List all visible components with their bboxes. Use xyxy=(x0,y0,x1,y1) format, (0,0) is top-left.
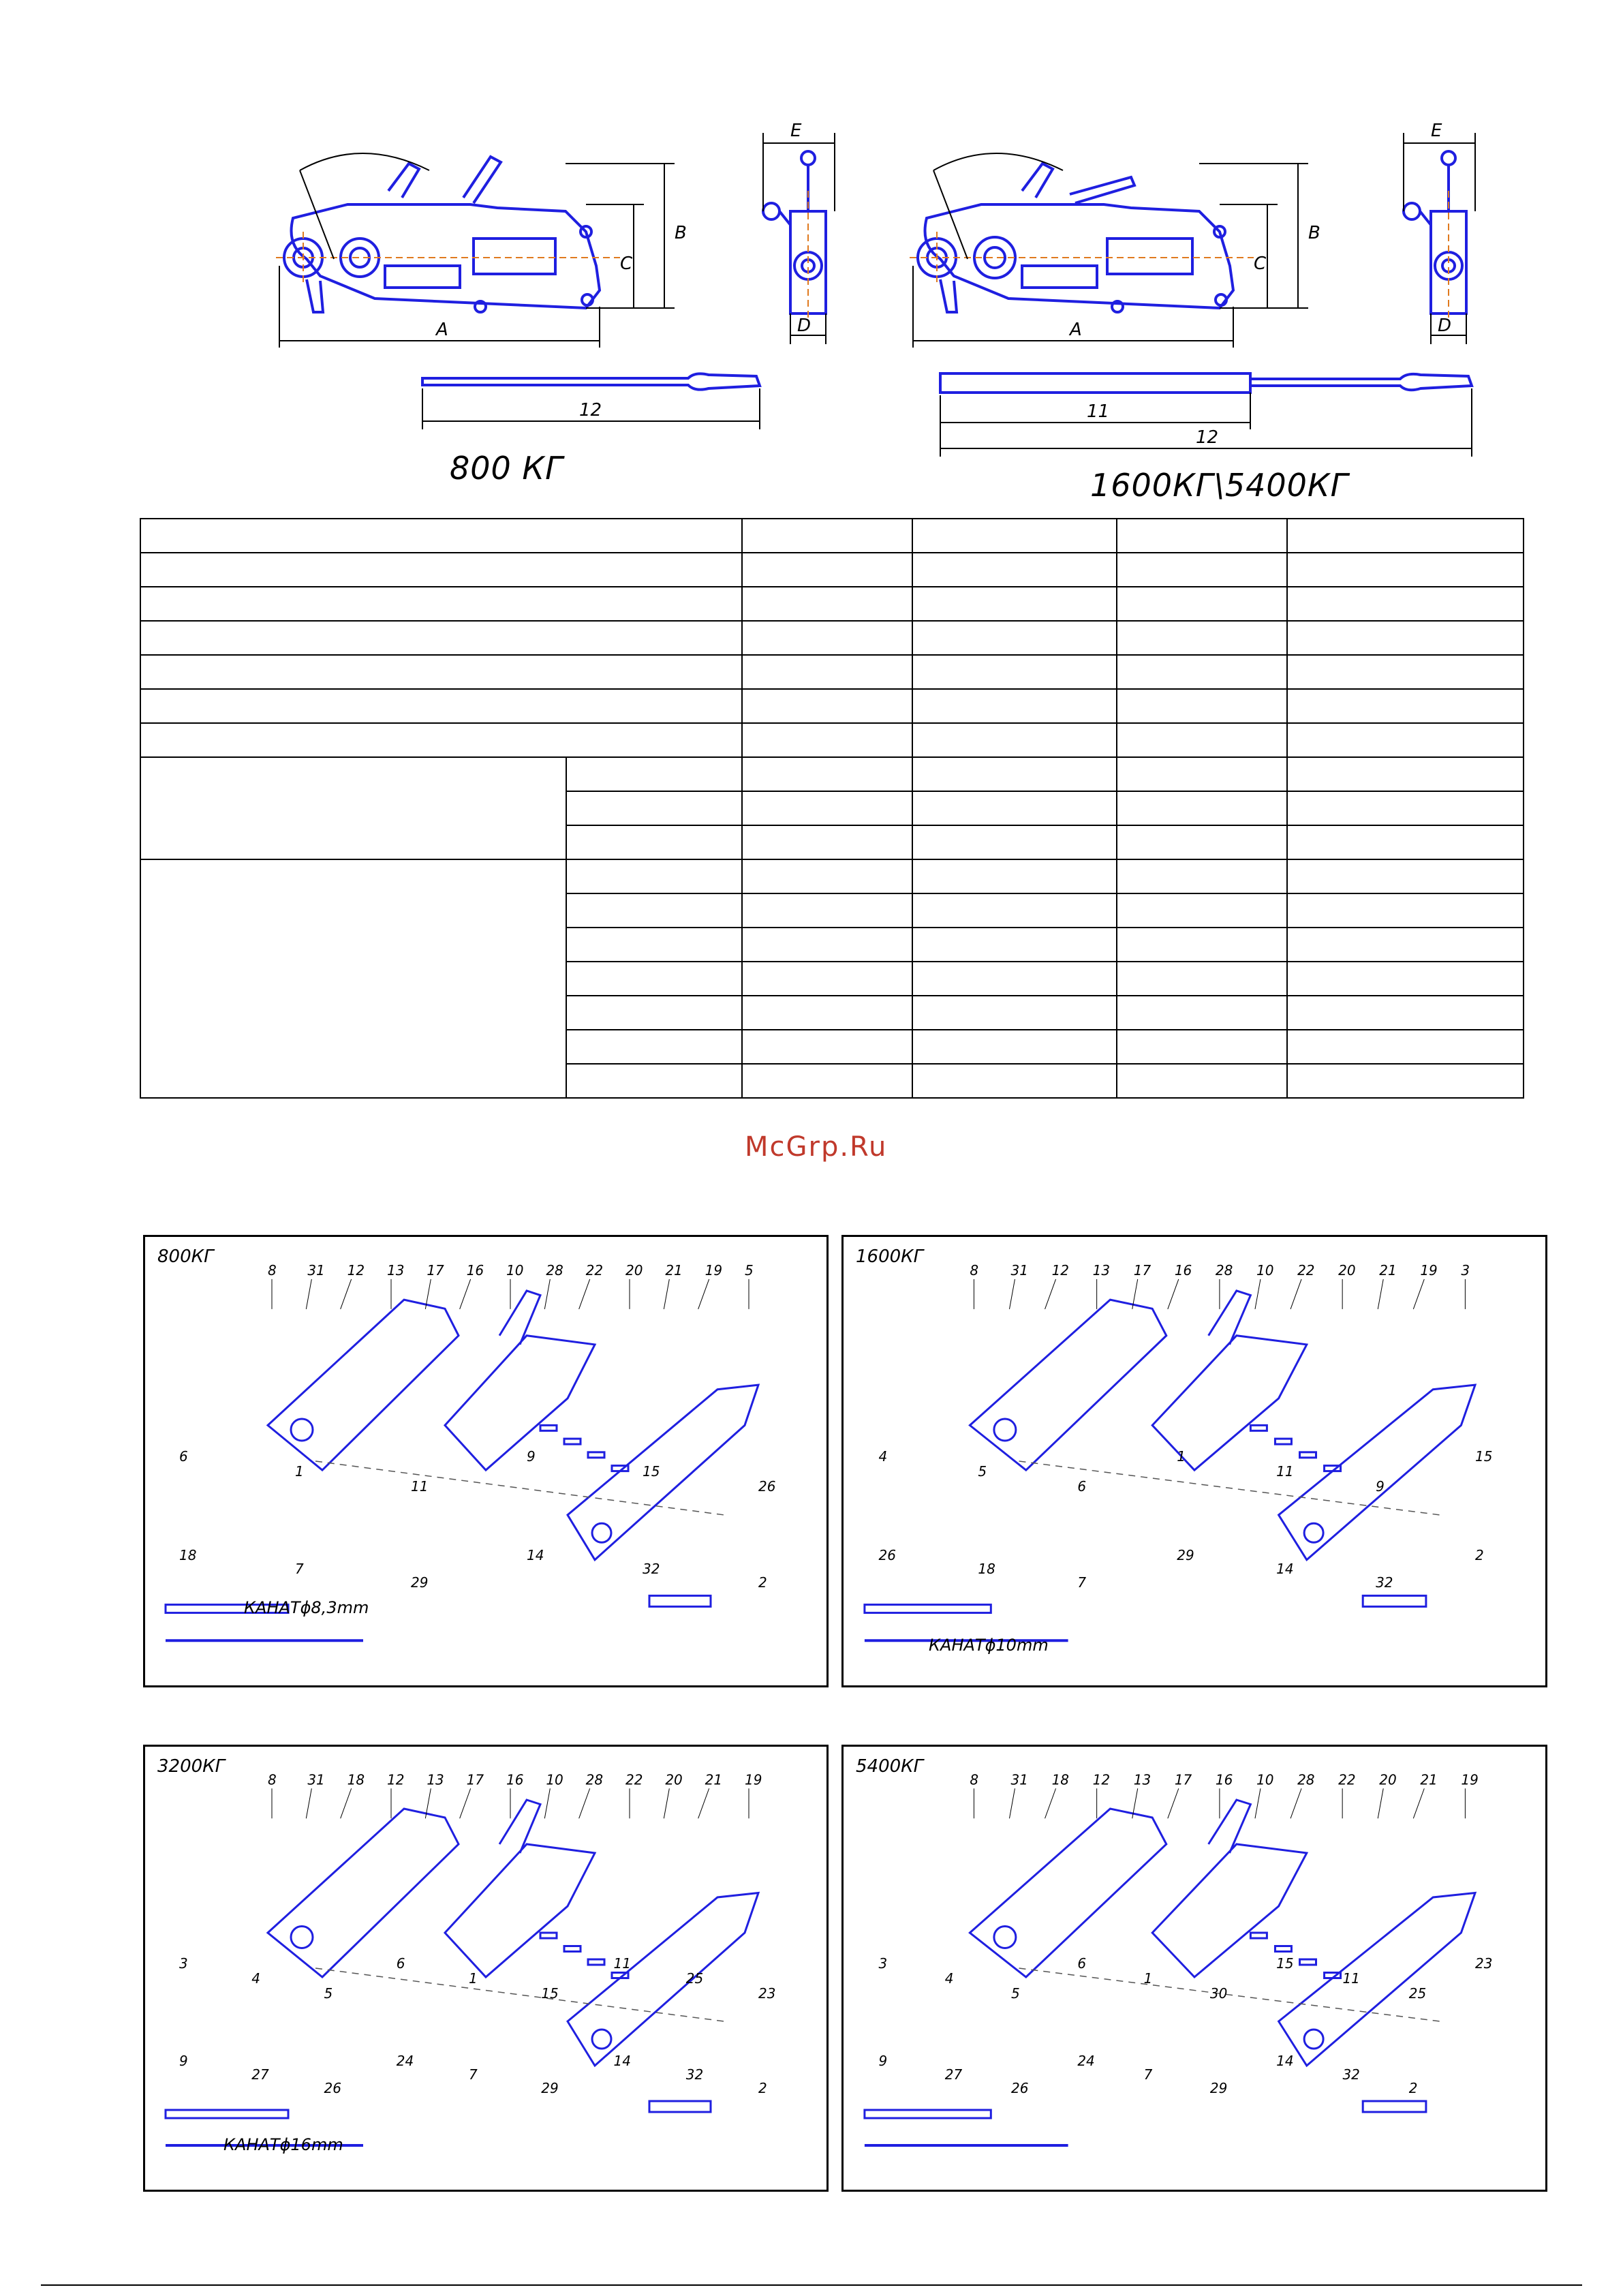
side-plate-right xyxy=(1279,1893,1475,2066)
callout-label: 24 xyxy=(396,2053,414,2069)
pin xyxy=(1275,1439,1291,1444)
drawing-1600-side-view xyxy=(899,129,1322,361)
callout-label: 13 xyxy=(1092,1261,1111,1279)
callout-label: 8 xyxy=(970,1261,979,1279)
exploded-view-800 xyxy=(145,1237,826,1685)
table-row xyxy=(140,689,1524,723)
watermark-text: McGrp.Ru xyxy=(745,1131,888,1163)
callout-label: 3 xyxy=(1461,1261,1470,1279)
callout-label: 5 xyxy=(1011,1985,1020,2002)
leader-line xyxy=(1045,1279,1056,1309)
callout-label: 10 xyxy=(546,1771,563,1788)
pin xyxy=(612,1466,628,1471)
callout-label: 2 xyxy=(758,1574,767,1591)
dim-a-label: A xyxy=(1070,320,1082,340)
callout-label: 15 xyxy=(541,1985,559,2002)
callout-label: 27 xyxy=(944,2066,963,2083)
leader-line xyxy=(1009,1279,1015,1309)
dim-11-label: 11 xyxy=(1087,401,1110,422)
callout-label: 6 xyxy=(396,1955,405,1972)
callout-label: 23 xyxy=(1475,1955,1493,1972)
leader-line xyxy=(306,1279,311,1309)
callout-label: 6 xyxy=(179,1448,188,1465)
callout-label: 4 xyxy=(944,1970,954,1987)
side-plate-left xyxy=(268,1300,459,1470)
drawing-800-front-view xyxy=(756,116,859,348)
callout-label: 8 xyxy=(268,1261,277,1279)
dim-c-label: C xyxy=(1254,254,1267,274)
callout-label: 31 xyxy=(1010,1261,1028,1279)
drawing-800-side-view xyxy=(266,129,688,361)
side-plate-left xyxy=(970,1300,1166,1470)
callout-label: 14 xyxy=(527,1546,544,1563)
callout-label: 11 xyxy=(411,1478,429,1495)
callout-label: 9 xyxy=(1376,1478,1385,1495)
leader-line xyxy=(1255,1788,1261,1818)
table-row xyxy=(140,655,1524,689)
drum-hole xyxy=(592,1523,611,1542)
exploded-view-3200 xyxy=(145,1747,826,2190)
leader-line xyxy=(1413,1788,1424,1818)
callout-label: 21 xyxy=(1379,1261,1397,1279)
callout-label: 7 xyxy=(1077,1574,1087,1591)
leader-line xyxy=(664,1279,669,1309)
callout-label: 6 xyxy=(1077,1955,1087,1972)
callout-label: 11 xyxy=(613,1955,631,1972)
callout-label: 20 xyxy=(665,1771,683,1788)
rope-label: КАНАТϕ10mm xyxy=(929,1636,1049,1655)
callout-label: 15 xyxy=(1475,1448,1493,1465)
callout-label: 17 xyxy=(427,1261,444,1279)
callout-label: 16 xyxy=(466,1261,484,1279)
callout-label: 29 xyxy=(541,2080,559,2096)
table-row xyxy=(140,519,1524,553)
callout-label: 29 xyxy=(1177,1546,1194,1563)
callout-label: 6 xyxy=(1077,1478,1087,1495)
leader-line xyxy=(1378,1279,1383,1309)
dim-a-label: A xyxy=(436,320,448,340)
callout-label: 22 xyxy=(1338,1771,1356,1788)
callout-label: 32 xyxy=(1376,1574,1393,1591)
callout-label: 28 xyxy=(1215,1261,1233,1279)
callout-label: 22 xyxy=(585,1261,604,1279)
pin xyxy=(1275,1946,1291,1952)
leader-line xyxy=(306,1788,311,1818)
table-row xyxy=(140,621,1524,655)
callout-label: 26 xyxy=(878,1546,896,1563)
shackle-pin xyxy=(649,2101,711,2112)
callout-label: 18 xyxy=(978,1560,995,1577)
drawing-1600-handle xyxy=(937,368,1482,463)
leader-line xyxy=(1168,1279,1179,1309)
drum-hole xyxy=(1304,1523,1323,1542)
callout-label: 5 xyxy=(324,1985,333,2002)
dim-b-label: B xyxy=(1308,223,1320,243)
leader-line xyxy=(460,1788,471,1818)
dim-b-label: B xyxy=(675,223,687,243)
callout-label: 15 xyxy=(643,1463,660,1480)
callout-label: 27 xyxy=(251,2066,269,2083)
callout-label: 19 xyxy=(1461,1771,1479,1788)
drum-gear xyxy=(291,1927,313,1948)
callout-label: 12 xyxy=(1092,1771,1111,1788)
callout-label: 13 xyxy=(387,1261,405,1279)
callout-label: 2 xyxy=(1408,2080,1418,2096)
specification-table xyxy=(140,518,1524,1099)
callout-label: 8 xyxy=(970,1771,979,1788)
drum-hole xyxy=(592,2030,611,2049)
dim-c-label: C xyxy=(620,254,633,274)
callout-label: 20 xyxy=(1338,1261,1356,1279)
callout-label: 19 xyxy=(1420,1261,1438,1279)
callout-label: 20 xyxy=(625,1261,643,1279)
table-row xyxy=(140,859,1524,893)
rope-label: КАНАТϕ16mm xyxy=(223,2135,343,2154)
handle-part xyxy=(166,2110,288,2118)
rope-label: КАНАТϕ8,3mm xyxy=(244,1598,369,1617)
drawing-1600-front-view xyxy=(1397,116,1499,348)
assembly-axis xyxy=(1019,1968,1440,2021)
callout-label: 1 xyxy=(469,1970,478,1987)
leader-line xyxy=(544,1788,550,1818)
callout-label: 1 xyxy=(1177,1448,1186,1465)
callout-label: 10 xyxy=(506,1261,524,1279)
jaw-mechanism xyxy=(445,1844,595,1977)
pin xyxy=(1250,1933,1267,1938)
callout-label: 16 xyxy=(506,1771,524,1788)
callout-label: 1 xyxy=(295,1463,304,1480)
callout-label: 7 xyxy=(295,1560,304,1577)
pin xyxy=(612,1973,628,1978)
callout-label: 25 xyxy=(1408,1985,1427,2002)
callout-label: 21 xyxy=(665,1261,683,1279)
callout-label: 26 xyxy=(758,1478,776,1495)
callout-label: 4 xyxy=(251,1970,260,1987)
heading-1600-5400-kg: 1600КГ\5400КГ xyxy=(1090,467,1349,504)
side-plate-right xyxy=(568,1893,758,2066)
callout-label: 32 xyxy=(685,2066,704,2083)
callout-label: 7 xyxy=(469,2066,478,2083)
callout-label: 17 xyxy=(1133,1261,1151,1279)
panel-1600kg xyxy=(841,1235,1547,1687)
callout-label: 11 xyxy=(1276,1463,1294,1480)
drum-hole xyxy=(1304,2030,1323,2049)
leader-line xyxy=(341,1788,352,1818)
pin xyxy=(588,1959,604,1965)
callout-label: 4 xyxy=(878,1448,888,1465)
callout-label: 9 xyxy=(527,1448,536,1465)
callout-label: 18 xyxy=(179,1546,197,1563)
leader-line xyxy=(579,1788,590,1818)
leader-line xyxy=(1413,1279,1424,1309)
leader-line xyxy=(698,1788,709,1818)
pin xyxy=(540,1933,557,1938)
leader-line xyxy=(579,1279,590,1309)
callout-label: 13 xyxy=(1133,1771,1151,1788)
callout-label: 5 xyxy=(978,1463,987,1480)
callout-label: 12 xyxy=(1051,1261,1070,1279)
side-plate-right xyxy=(1279,1385,1475,1560)
callout-label: 8 xyxy=(268,1771,277,1788)
panel-5400kg xyxy=(841,1745,1547,2192)
callout-label: 26 xyxy=(324,2080,341,2096)
dim-d-label: D xyxy=(797,316,812,336)
callout-label: 28 xyxy=(585,1771,604,1788)
callout-label: 3 xyxy=(878,1955,888,1972)
pin xyxy=(1300,1959,1316,1965)
callout-label: 26 xyxy=(1011,2080,1029,2096)
callout-label: 1 xyxy=(1143,1970,1153,1987)
exploded-view-1600 xyxy=(844,1237,1545,1685)
callout-label: 29 xyxy=(1209,2080,1228,2096)
shackle-pin xyxy=(1363,2101,1426,2112)
leader-line xyxy=(664,1788,669,1818)
callout-label: 14 xyxy=(1276,1560,1294,1577)
callout-label: 29 xyxy=(411,1574,429,1591)
side-plate-left xyxy=(268,1809,459,1977)
callout-label: 17 xyxy=(1174,1771,1192,1788)
callout-label: 15 xyxy=(1276,1955,1294,1972)
shackle-pin xyxy=(1363,1595,1426,1606)
callout-label: 12 xyxy=(387,1771,405,1788)
dim-12-label: 12 xyxy=(579,400,602,420)
pin xyxy=(1300,1452,1316,1458)
leader-line xyxy=(1045,1788,1056,1818)
callout-label: 12 xyxy=(347,1261,365,1279)
callout-label: 3 xyxy=(179,1955,188,1972)
table-row xyxy=(140,587,1524,621)
pin xyxy=(1325,1466,1341,1471)
callout-label: 16 xyxy=(1215,1771,1233,1788)
pin xyxy=(1250,1425,1267,1430)
pin xyxy=(540,1425,557,1430)
callout-label: 18 xyxy=(1051,1771,1070,1788)
dim-e-label: E xyxy=(790,121,802,141)
leader-line xyxy=(698,1279,709,1309)
handle-part xyxy=(865,1605,991,1613)
leader-line xyxy=(1290,1788,1301,1818)
table-row xyxy=(140,757,1524,791)
jaw-mechanism xyxy=(445,1336,595,1470)
callout-label: 31 xyxy=(307,1261,325,1279)
table-row xyxy=(140,723,1524,757)
callout-label: 17 xyxy=(466,1771,484,1788)
assembly-axis xyxy=(315,1968,724,2021)
panel-title: 5400КГ xyxy=(856,1756,924,1777)
panel-800kg xyxy=(143,1235,829,1687)
callout-label: 21 xyxy=(705,1771,723,1788)
callout-label: 20 xyxy=(1379,1771,1397,1788)
heading-800-kg: 800 КГ xyxy=(450,450,563,487)
callout-label: 10 xyxy=(1256,1261,1274,1279)
side-plate-left xyxy=(970,1809,1166,1977)
callout-label: 11 xyxy=(1342,1970,1360,1987)
leader-line xyxy=(1290,1279,1301,1309)
callout-label: 14 xyxy=(1276,2053,1294,2069)
leader-line xyxy=(1009,1788,1015,1818)
leader-line xyxy=(460,1279,471,1309)
callout-label: 31 xyxy=(1010,1771,1028,1788)
callout-label: 18 xyxy=(347,1771,365,1788)
handle-part xyxy=(865,2110,991,2118)
drum-gear xyxy=(291,1419,313,1441)
pin xyxy=(564,1946,581,1952)
drawing-800-handle xyxy=(416,368,770,436)
callout-label: 25 xyxy=(685,1970,704,1987)
callout-label: 22 xyxy=(625,1771,643,1788)
callout-label: 31 xyxy=(307,1771,325,1788)
callout-label: 19 xyxy=(705,1261,723,1279)
callout-label: 2 xyxy=(1475,1546,1484,1563)
callout-label: 19 xyxy=(745,1771,762,1788)
callout-label: 28 xyxy=(546,1261,563,1279)
callout-label: 30 xyxy=(1209,1985,1228,2002)
callout-label: 5 xyxy=(745,1261,754,1279)
callout-label: 32 xyxy=(1342,2066,1360,2083)
side-plate-right xyxy=(568,1385,758,1560)
callout-label: 14 xyxy=(613,2053,631,2069)
panel-title: 1600КГ xyxy=(856,1246,924,1267)
callout-label: 9 xyxy=(878,2053,888,2069)
page-bottom-rule xyxy=(41,2284,1582,2286)
dim-12-label: 12 xyxy=(1196,427,1219,448)
leader-line xyxy=(341,1279,352,1309)
callout-label: 22 xyxy=(1297,1261,1315,1279)
leader-line xyxy=(1168,1788,1179,1818)
callout-label: 23 xyxy=(758,1985,776,2002)
callout-label: 2 xyxy=(758,2080,767,2096)
leader-line xyxy=(1378,1788,1383,1818)
callout-label: 16 xyxy=(1174,1261,1192,1279)
callout-label: 24 xyxy=(1077,2053,1095,2069)
pin xyxy=(1325,1973,1341,1978)
callout-label: 21 xyxy=(1420,1771,1438,1788)
callout-label: 7 xyxy=(1143,2066,1153,2083)
drum-gear xyxy=(994,1927,1016,1948)
callout-label: 9 xyxy=(179,2053,188,2069)
callout-label: 10 xyxy=(1256,1771,1274,1788)
exploded-view-5400 xyxy=(844,1747,1545,2190)
panel-title: 800КГ xyxy=(157,1246,214,1267)
pin xyxy=(564,1439,581,1444)
leader-line xyxy=(1255,1279,1261,1309)
drum-gear xyxy=(994,1419,1016,1441)
panel-title: 3200КГ xyxy=(157,1756,226,1777)
callout-label: 32 xyxy=(643,1560,660,1577)
pin xyxy=(588,1452,604,1458)
callout-label: 28 xyxy=(1297,1771,1315,1788)
dim-d-label: D xyxy=(1438,316,1452,336)
leader-line xyxy=(544,1279,550,1309)
shackle-pin xyxy=(649,1595,711,1606)
assembly-axis xyxy=(315,1461,724,1515)
table-row xyxy=(140,553,1524,587)
dim-e-label: E xyxy=(1431,121,1442,141)
callout-label: 13 xyxy=(427,1771,444,1788)
panel-3200kg xyxy=(143,1745,829,2192)
jaw-mechanism xyxy=(1152,1336,1307,1470)
